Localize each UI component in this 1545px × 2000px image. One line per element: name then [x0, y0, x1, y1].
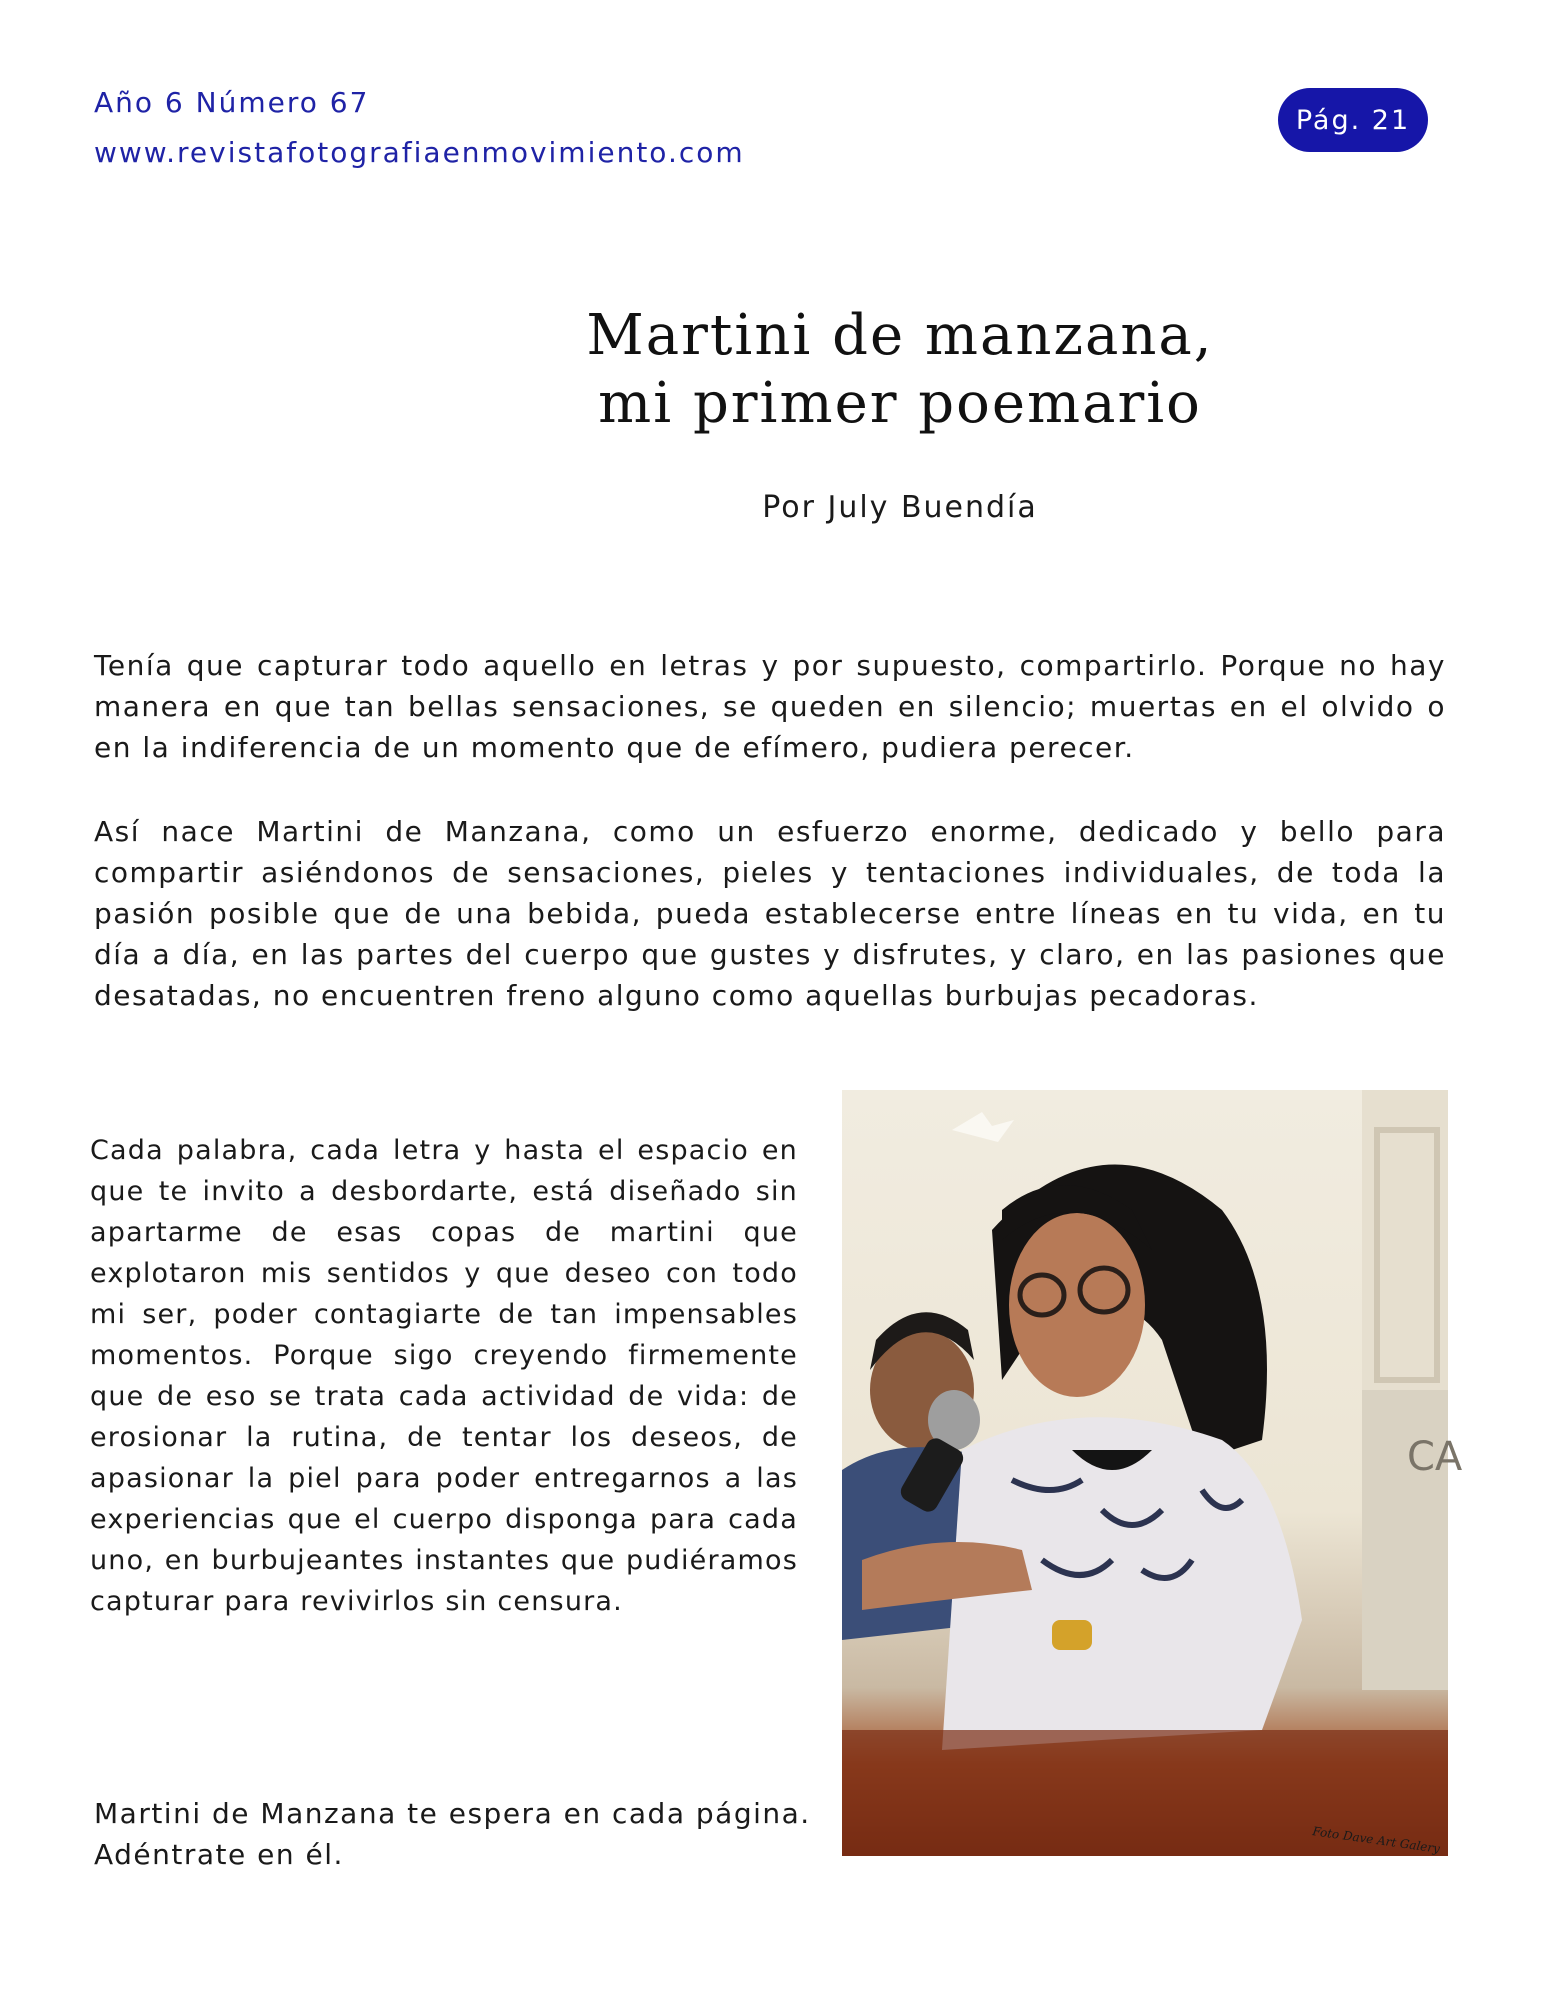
- photo-watermark: Foto Dave Art Galery: [1311, 1824, 1441, 1856]
- paper-dove-icon: [952, 1112, 1014, 1142]
- page-number-badge: Pág. 21: [1278, 88, 1428, 152]
- wall-sign-text: CA: [1407, 1434, 1463, 1480]
- website-url[interactable]: www.revistafotografiaenmovimiento.com: [94, 136, 745, 169]
- article-paragraph-3: Cada palabra, cada letra y hasta el espacio en que te invito a desbordarte, está diseñado sin apartarme de esas copas de martini que explotaron mis sentidos y que deseo con todo mi ser, poder contagiarte de tan impensables momentos. Porque sigo creyendo firmemente que de eso se trata cada actividad de vida: de erosionar la rutina, de tentar los deseos, de apasionar la piel para poder entregarnos a las experiencias que el cuerpo disponga para cada uno, en burbujeantes instantes que pudiéramos capturar para revivirlos sin censura.: [90, 1135, 798, 1617]
- author-photo-illustration: [842, 1090, 1463, 1856]
- article-paragraph-2: Así nace Martini de Manzana, como un esfuerzo enorme, dedicado y bello para compartir asiéndonos de sensaciones, pieles y tentaciones individuales, de toda la pasión posible que de una bebida, pueda establecerse entre líneas en tu vida, en tu día a día, en las partes del cuerpo que gustes y disfrutes, y claro, en las pasiones que desatadas, no encuentren freno alguno como aquellas burbujas pecadoras.: [94, 815, 1446, 1012]
- article-title: [560, 302, 1240, 438]
- article-title-line2: mi primer poemario: [598, 371, 1202, 436]
- article-byline: Por July Buendía: [762, 490, 1038, 525]
- article-title-line1: Martini de manzana,: [586, 303, 1214, 368]
- issue-number: Año 6 Número 67: [94, 86, 370, 119]
- article-paragraph-1: Tenía que capturar todo aquello en letras y por supuesto, compartirlo. Porque no hay manera en que tan bellas sensaciones, se queden en silencio; muertas en el olvido o en la indiferencia de un momento que de efímero, pudiera perecer.: [94, 649, 1446, 764]
- author-photo: [842, 1090, 1463, 1856]
- article-paragraph-4: Martini de Manzana te espera en cada página. Adéntrate en él.: [94, 1797, 811, 1871]
- wristwatch-icon: [1052, 1620, 1092, 1650]
